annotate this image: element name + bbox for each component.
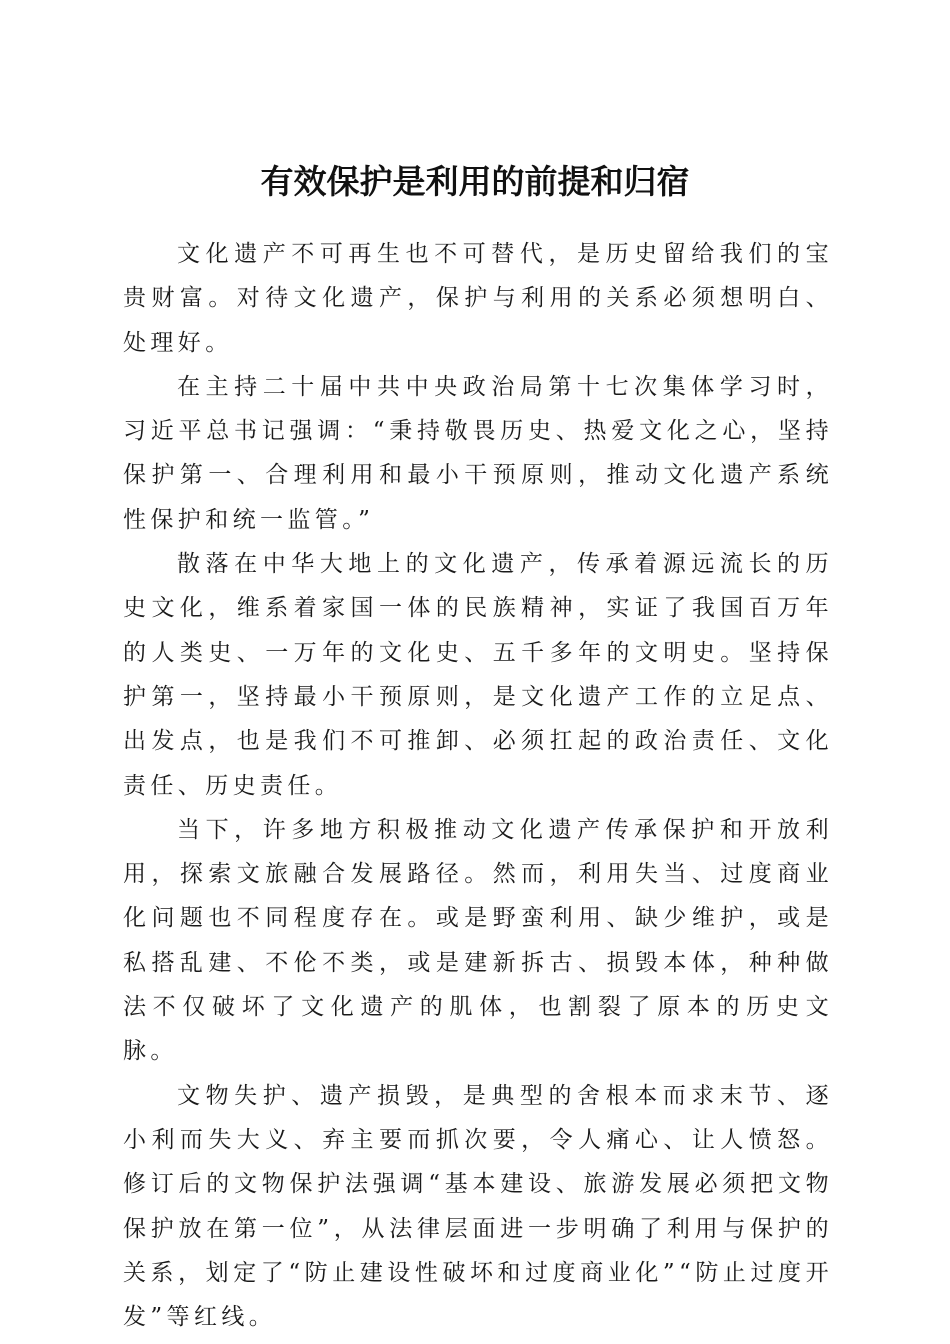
article-body <box>123 232 833 1339</box>
paragraph-1: 文化遗产不可再生也不可替代，是历史留给我们的宝贵财富。对待文化遗产，保护与利用的关系必须想明白、处理好。 <box>123 241 833 356</box>
paragraph-3: 散落在中华大地上的文化遗产，传承着源远流长的历史文化，维系着家国一体的民族精神，实证了我国百万年的人类史、一万年的文化史、五千多年的文明史。坚持保护第一，坚持最小干预原则，是文化遗产工作的立足点、出发点，也是我们不可推卸、必须扛起的政治责任、文化责任、历史责任。 <box>123 551 833 799</box>
paragraph-5: 文物失护、遗产损毁，是典型的舍根本而求末节、逐小利而失大义、弃主要而抓次要，令人痛心、让人愤怒。修订后的文物保护法强调“基本建设、旅游发展必须把文物保护放在第一位”，从法律层面进一步明确了利用与保护的关系，划定了“防止建设性破坏和过度商业化”“防止过度开发”等红线。 <box>123 1082 833 1331</box>
paragraph-4: 当下，许多地方积极推动文化遗产传承保护和开放利用，探索文旅融合发展路径。然而，利用失当、过度商业化问题也不同程度存在。或是野蛮利用、缺少维护，或是私搭乱建、不伦不类，或是建新拆古、损毁本体，种种做法不仅破坏了文化遗产的肌体，也割裂了原本的历史文脉。 <box>123 816 833 1065</box>
article-title: 有效保护是利用的前提和归宿 <box>260 162 690 202</box>
paragraph-2: 在主持二十届中共中央政治局第十七次集体学习时，习近平总书记强调：“秉持敬畏历史、热爱文化之心，坚持保护第一、合理利用和最小干预原则，推动文化遗产系统性保护和统一监管。” <box>123 373 833 533</box>
